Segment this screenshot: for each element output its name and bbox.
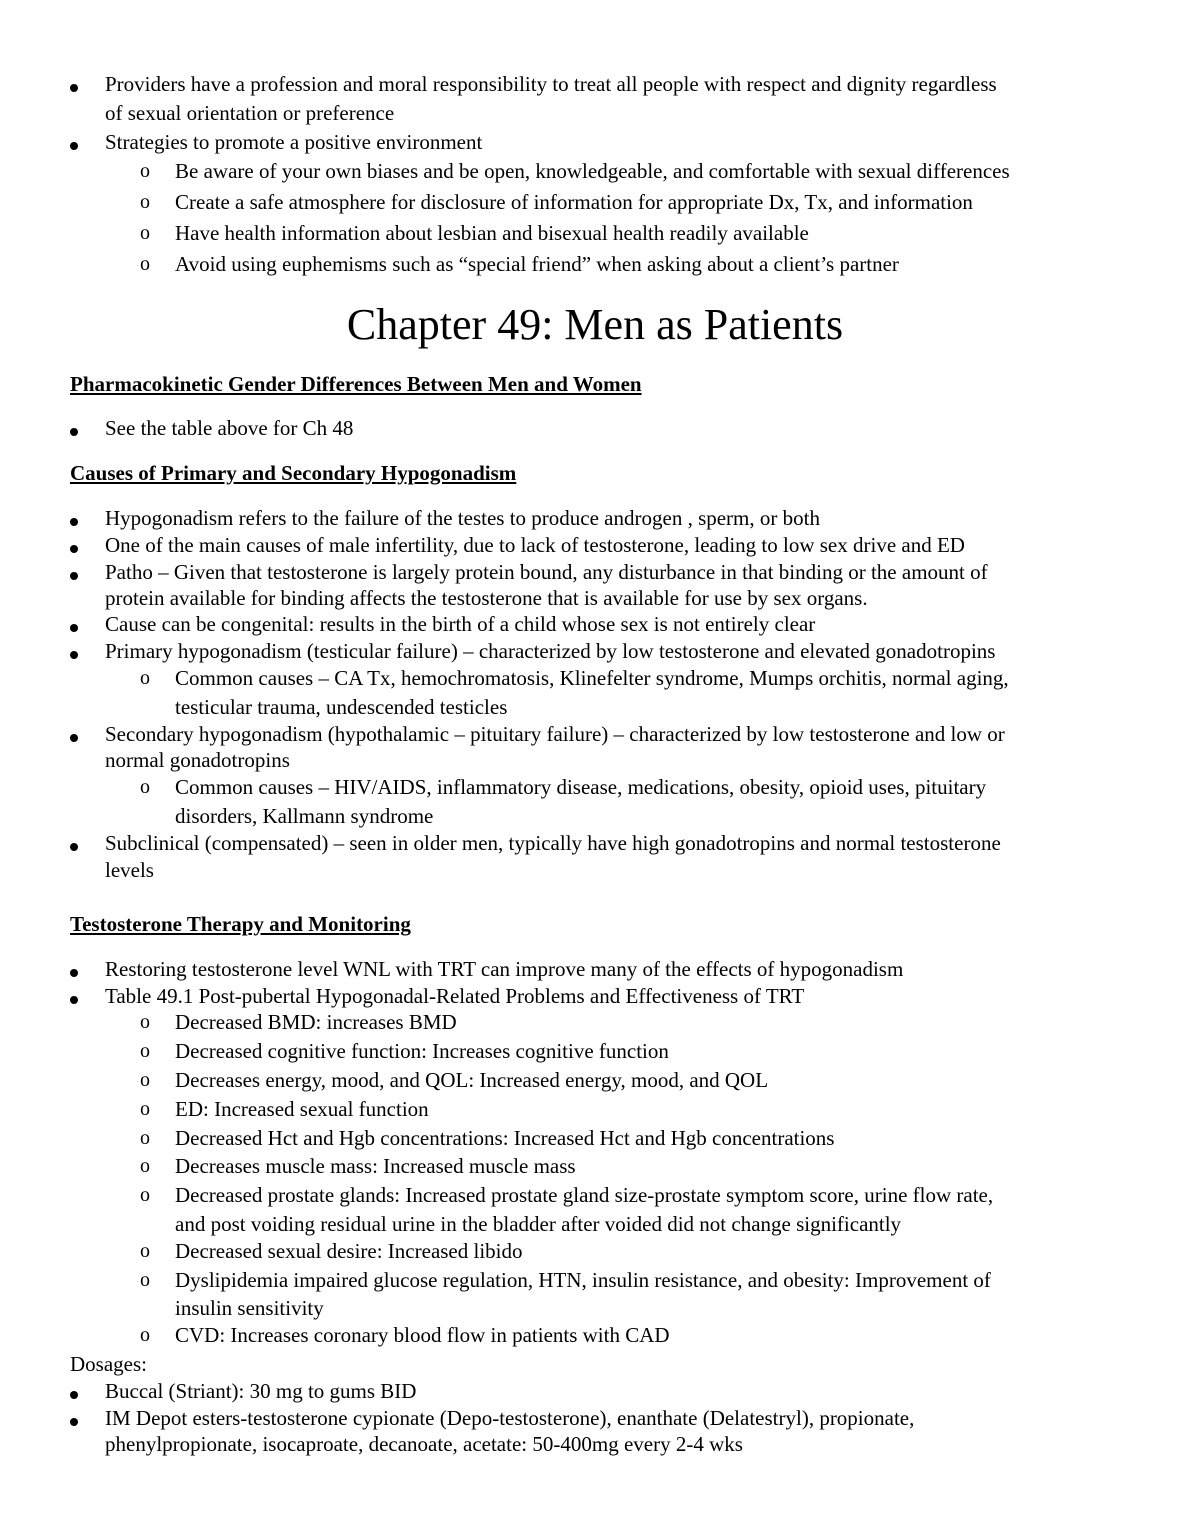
list-item: Strategies to promote a positive environment [105,130,483,154]
sub-list-item: Have health information about lesbian and bisexual health readily available [175,221,809,245]
bullet-marker [70,537,80,547]
sub-bullet-marker: o [140,222,150,244]
list-item-continuation: normal gonadotropins [105,748,290,772]
list-item: Providers have a profession and moral responsibility to treat all people with respect and dignity regardless [105,72,997,96]
bullet-marker [70,420,80,430]
sub-list-item: Avoid using euphemisms such as “special friend” when asking about a client’s partner [175,252,899,276]
bullet-marker [70,988,80,998]
list-item: One of the main causes of male infertility, due to lack of testosterone, leading to low sex drive and ED [105,533,965,557]
list-item: Restoring testosterone level WNL with TRT can improve many of the effects of hypogonadism [105,957,904,981]
table-item: Decreased BMD: increases BMD [175,1010,457,1034]
table-item-continuation: and post voiding residual urine in the bladder after voided did not change significantly [175,1212,902,1236]
table-item: ED: Increased sexual function [175,1097,429,1121]
sub-bullet-marker: o [140,1127,150,1149]
list-item-continuation: protein available for binding affects the testosterone that is available for use by sex organs. [105,586,868,610]
bullet-marker [70,961,80,971]
sub-bullet-marker: o [140,667,150,689]
bullet-marker [70,726,80,736]
table-item: Decreased Hct and Hgb concentrations: Increased Hct and Hgb concentrations [175,1126,835,1150]
bullet-marker [70,1383,80,1393]
table-item: Decreases muscle mass: Increased muscle mass [175,1154,576,1178]
list-item: Buccal (Striant): 30 mg to gums BID [105,1379,417,1403]
chapter-title: Chapter 49: Men as Patients [346,300,844,349]
sub-bullet-marker: o [140,1269,150,1291]
list-item: Subclinical (compensated) – seen in older men, typically have high gonadotropins and normal testosterone [105,831,1001,855]
sub-bullet-marker: o [140,776,150,798]
list-item: See the table above for Ch 48 [105,416,354,440]
list-item-continuation: phenylpropionate, isocaproate, decanoate, acetate: 50-400mg every 2-4 wks [105,1432,743,1456]
section-heading: Testosterone Therapy and Monitoring [70,912,411,936]
list-item: Patho – Given that testosterone is largely protein bound, any disturbance in that binding or the amount of [105,560,988,584]
table-item: Dyslipidemia impaired glucose regulation, HTN, insulin resistance, and obesity: Improvement of [175,1268,991,1292]
sub-bullet-marker: o [140,1069,150,1091]
sub-list-item: Be aware of your own biases and be open, knowledgeable, and comfortable with sexual differences [175,159,1010,183]
table-item: Decreases energy, mood, and QOL: Increased energy, mood, and QOL [175,1068,769,1092]
bullet-marker [70,510,80,520]
sub-bullet-marker: o [140,1155,150,1177]
sub-list-item: Create a safe atmosphere for disclosure of information for appropriate Dx, Tx, and information [175,190,973,214]
bullet-marker [70,76,80,86]
section-heading: Causes of Primary and Secondary Hypogonadism [70,461,517,485]
table-item: Decreased prostate glands: Increased prostate gland size-prostate symptom score, urine flow rate, [175,1183,994,1207]
section-heading: Pharmacokinetic Gender Differences Between Men and Women [70,372,642,396]
list-item: IM Depot esters-testosterone cypionate (Depo-testosterone), enanthate (Delatestryl), propionate, [105,1406,915,1430]
sub-bullet-marker: o [140,1011,150,1033]
bullet-marker [70,835,80,845]
sub-bullet-marker: o [140,1324,150,1346]
bullet-marker [70,564,80,574]
sub-list-item: Common causes – HIV/AIDS, inflammatory disease, medications, obesity, opioid uses, pituitary [175,775,987,799]
sub-bullet-marker: o [140,160,150,182]
list-item: Secondary hypogonadism (hypothalamic – pituitary failure) – characterized by low testosterone and low or [105,722,1005,746]
bullet-marker [70,134,80,144]
list-item: Cause can be congenital: results in the birth of a child whose sex is not entirely clear [105,612,816,636]
sub-list-item-continuation: testicular trauma, undescended testicles [175,695,508,719]
sub-bullet-marker: o [140,1040,150,1062]
sub-bullet-marker: o [140,1184,150,1206]
table-item-continuation: insulin sensitivity [175,1296,324,1320]
list-item: Primary hypogonadism (testicular failure) – characterized by low testosterone and elevated gonadotropins [105,639,996,663]
list-item: Table 49.1 Post-pubertal Hypogonadal-Related Problems and Effectiveness of TRT [105,984,805,1008]
dosages-label: Dosages: [70,1352,147,1376]
bullet-marker [70,1410,80,1420]
list-item: Hypogonadism refers to the failure of the testes to produce androgen , sperm, or both [105,506,820,530]
sub-bullet-marker: o [140,253,150,275]
bullet-marker [70,643,80,653]
sub-list-item-continuation: disorders, Kallmann syndrome [175,804,434,828]
sub-bullet-marker: o [140,1098,150,1120]
list-item-continuation: of sexual orientation or preference [105,101,395,125]
table-item: Decreased cognitive function: Increases cognitive function [175,1039,669,1063]
sub-bullet-marker: o [140,191,150,213]
list-item-continuation: levels [105,858,154,882]
table-item: CVD: Increases coronary blood flow in patients with CAD [175,1323,670,1347]
sub-list-item: Common causes – CA Tx, hemochromatosis, Klinefelter syndrome, Mumps orchitis, normal aging, [175,666,1009,690]
bullet-marker [70,616,80,626]
sub-bullet-marker: o [140,1240,150,1262]
table-item: Decreased sexual desire: Increased libido [175,1239,523,1263]
